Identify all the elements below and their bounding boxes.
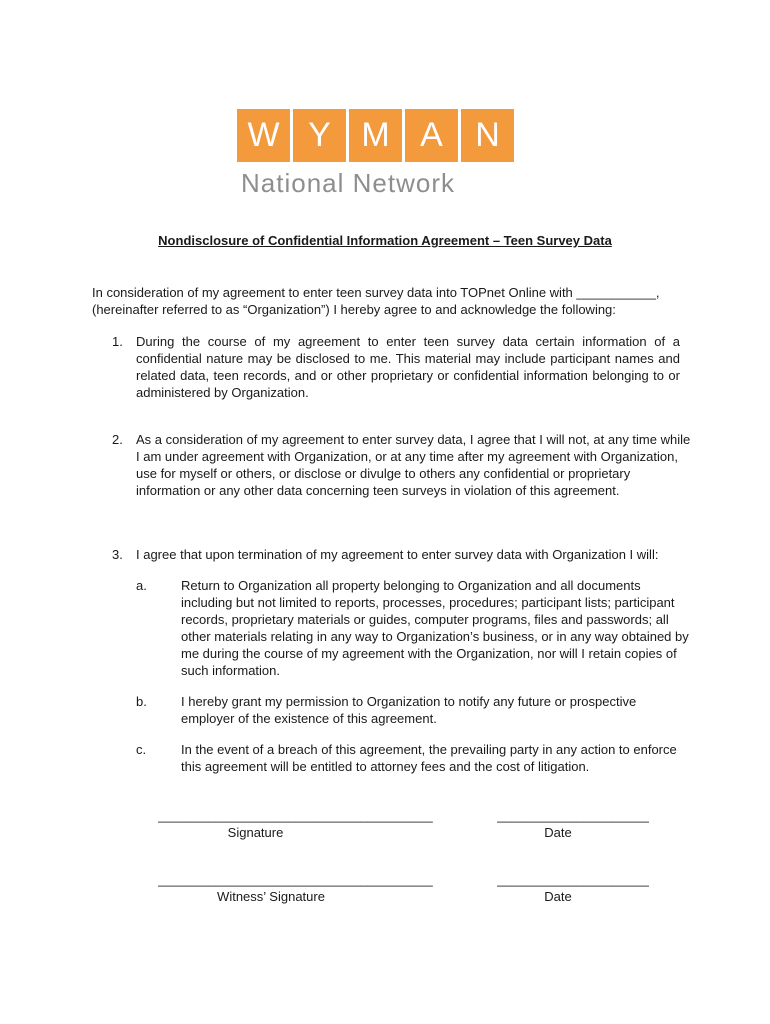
- sub-item-text: I hereby grant my permission to Organization to notify any future or prospective employer of the existence of this agreement.: [181, 694, 637, 726]
- sub-item-text: In the event of a breach of this agreement, the prevailing party in any action to enforce this agreement will be entitled to attorney fees and the cost of litigation.: [181, 742, 677, 774]
- sub-item-text: Return to Organization all property belonging to Organization and all documents including but not limited to reports, processes, procedures; participant lists; participant records, proprietary materials or guides, computer programs, files and passwords; all other materials relating in any way to Organization’s business, or in any way obtained by me during the course of my agreement with the Organization, nor will I retain copies of such information.: [181, 578, 689, 678]
- logo-letter: W: [237, 109, 290, 162]
- logo-subtitle: National Network: [241, 168, 455, 198]
- item-number: 2.: [112, 432, 123, 447]
- sub-item-label: c.: [136, 742, 147, 757]
- sub-item-label: b.: [136, 694, 147, 709]
- date-line[interactable]: _____________________: [497, 808, 649, 823]
- logo-letter: N: [461, 109, 514, 162]
- logo-letters: [237, 109, 533, 162]
- logo-letter: M: [349, 109, 402, 162]
- signature-line[interactable]: ______________________________________: [158, 808, 433, 823]
- signature-label: Signature: [227, 825, 284, 840]
- witness-date-line[interactable]: _____________________: [497, 872, 649, 887]
- witness-date-label: Date: [544, 889, 572, 904]
- witness-signature-line[interactable]: ______________________________________: [158, 872, 433, 887]
- date-label: Date: [544, 825, 572, 840]
- wyman-logo: [237, 109, 533, 199]
- item-text: During the course of my agreement to enter teen survey data certain information of a confidential nature may be disclosed to me. This material may include participant names and related data, teen records, and or other proprietary or confidential information belonging to or administered by Organization.: [136, 334, 680, 400]
- item-text: As a consideration of my agreement to enter survey data, I agree that I will not, at any time while I am under agreement with Organization, or at any time after my agreement with Organization, use for myself or others, or disclose or divulge to others any confidential or proprietary information or any other data concerning teen surveys in violation of this agreement.: [136, 432, 691, 498]
- item-number: 1.: [112, 334, 123, 349]
- sub-item-label: a.: [136, 578, 147, 593]
- witness-signature-label: Witness’ Signature: [217, 889, 325, 904]
- intro-paragraph: In consideration of my agreement to enter teen survey data into TOPnet Online with ___________, (hereinafter referred to as “Organization”) I hereby agree to and acknowledge the following:: [92, 285, 660, 317]
- logo-letter: A: [405, 109, 458, 162]
- document-title: Nondisclosure of Confidential Information Agreement – Teen Survey Data: [158, 233, 612, 248]
- item-number: 3.: [112, 547, 123, 562]
- item-text: I agree that upon termination of my agreement to enter survey data with Organization I will:: [136, 547, 659, 562]
- logo-letter: Y: [293, 109, 346, 162]
